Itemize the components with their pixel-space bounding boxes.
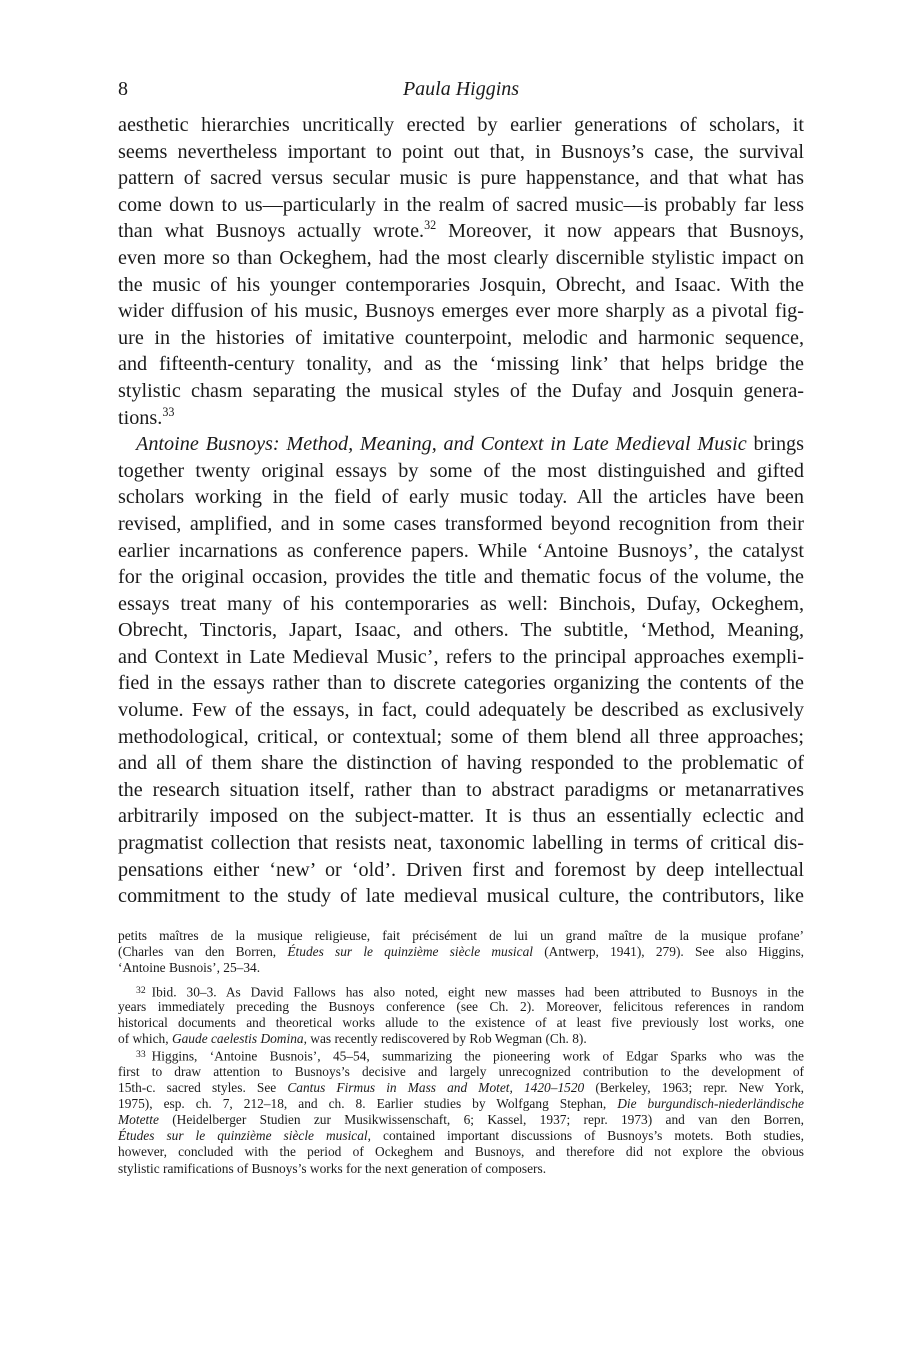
footnote-line: ‘Antoine Busnois’, 25–34. <box>118 960 261 976</box>
text-line: tions.$^{33}$ <box>118 404 175 429</box>
paragraph-volume-intro <box>118 431 804 910</box>
text-line: methodological, critical, or contextual; some of them blend all three approaches; <box>118 725 804 748</box>
footnote-ref-32[interactable]: 32 <box>424 218 437 233</box>
footnote-number: 33 <box>136 1049 146 1061</box>
main-text <box>118 112 804 910</box>
footnotes <box>118 928 804 1177</box>
text-line: Antoine Busnoys: Method, Meaning, and Context in Late Medieval Music brings <box>136 433 804 456</box>
text-line: ure in the histories of imitative counterpoint, melodic and harmonic sequence, <box>118 326 804 349</box>
cited-title: Cantus Firmus in Mass and Motet, 1420–1520 <box>287 1079 585 1095</box>
book-title: Antoine Busnoys: Method, Meaning, and Context in Late Medieval Music <box>136 433 747 456</box>
text-line: essays treat many of his contemporaries as well: Binchois, Dufay, Ockeghem, <box>118 592 804 615</box>
text-line: and all of them share the distinction of having responded to the problematic of <box>118 752 804 775</box>
text-line: arbitrarily imposed on the subject-matter. It is thus an essentially eclectic and <box>118 805 804 828</box>
text-line: come down to us—particularly in the realm of sacred music—is probably far less <box>118 193 804 216</box>
footnote-line: (Charles van den Borren, Études sur le quinzième siècle musical (Antwerp, 1941), 279). See also Higgins, <box>118 944 804 960</box>
footnote-line: of which, Gaude caelestis Domina, was recently rediscovered by Rob Wegman (Ch. 8). <box>118 1031 587 1047</box>
footnote-line: 1975), esp. ch. 7, 212–18, and ch. 8. Earlier studies by Wolfgang Stephan, Die burgundisch-niederländische <box>118 1095 804 1111</box>
cited-title: Études sur le quinzième siècle musical <box>287 944 534 960</box>
footnote-line: years immediately preceding the Busnoys conference (see Ch. 2). Moreover, felicitous references in random <box>118 998 804 1014</box>
footnote-line: first to draw attention to Busnoys’s decisive and largely unrecognized contribution to the development of <box>118 1063 804 1079</box>
text-line: wider diffusion of his music, Busnoys emerges ever more sharply as a pivotal fig- <box>118 300 804 323</box>
text-line: and Context in Late Medieval Music’, refers to the principal approaches exempli- <box>118 645 804 668</box>
footnote-33 <box>118 1047 804 1177</box>
footnote-32 <box>118 983 804 1048</box>
running-title-author: Paula Higgins <box>402 78 520 100</box>
text-line: together twenty original essays by some of the most distinguished and gifted <box>118 459 804 482</box>
text-line: than what Busnoys actually wrote.$^{32}$ Moreover, it now appears that Busnoys, <box>118 218 804 243</box>
running-head <box>118 78 804 104</box>
cited-title: Motette <box>118 1112 159 1128</box>
text-line: the music of his younger contemporaries Josquin, Obrecht, and Isaac. With the <box>118 273 804 296</box>
text-line: Obrecht, Tinctoris, Japart, Isaac, and others. The subtitle, ‘Method, Meaning, <box>118 619 804 642</box>
text-line: pragmatist collection that resists neat, taxonomic labelling in terms of critical dis- <box>118 832 804 855</box>
cited-title: Études sur le quinzième siècle musical <box>118 1128 368 1144</box>
text-line: revised, amplified, and in some cases transformed beyond recognition from their <box>118 512 804 535</box>
text-line: pattern of sacred versus secular music is pure happenstance, and that what has <box>118 167 804 190</box>
cited-title: Die burgundisch-niederländische <box>617 1095 804 1111</box>
footnote-line: Motette (Heidelberger Studien zur Musikwissenschaft, 6; Kassel, 1937; repr. 1973) and van den Borren, <box>118 1112 804 1128</box>
text-line: earlier incarnations as conference papers. While ‘Antoine Busnoys’, the catalyst <box>118 539 804 562</box>
text-line: aesthetic hierarchies uncritically erected by earlier generations of scholars, it <box>118 114 804 136</box>
text-line: seems nevertheless important to point out that, in Busnoys’s case, the survival <box>118 140 804 163</box>
text-line: stylistic chasm separating the musical styles of the Dufay and Josquin genera- <box>118 379 804 402</box>
footnote-line: 15th-c. sacred styles. See Cantus Firmus in Mass and Motet, 1420–1520 (Berkeley, 1963; repr. New York, <box>118 1079 804 1095</box>
text-line: volume. Few of the essays, in fact, could adequately be described as exclusively <box>118 699 804 722</box>
footnote-line: Études sur le quinzième siècle musical, contained important discussions of Busnoys’s motets. Both studies, <box>118 1128 804 1144</box>
footnote-continued <box>118 928 804 977</box>
footnote-line: $^{33}$ Higgins, ‘Antoine Busnois’, 45–54, summarizing the pioneering work of Edgar Sparks who was the <box>136 1048 804 1064</box>
text-line: pensations either ‘new’ or ‘old’. Driven first and foremost by deep intellectual <box>118 858 804 881</box>
footnote-line: historical documents and theoretical works allude to the existence of at least five previously lost works, one <box>118 1014 804 1030</box>
footnote-line: however, concluded with the period of Ockeghem and Busnoys, and therefore did not explore the obvious <box>118 1144 804 1160</box>
text-line: even more so than Ockeghem, had the most clearly discernible stylistic impact on <box>118 246 804 269</box>
text-line: commitment to the study of late medieval musical culture, the contributors, like <box>118 885 804 908</box>
text-line: fied in the essays rather than to discrete categories organizing the contents of the <box>118 672 804 695</box>
footnote-number: 32 <box>136 984 146 996</box>
text-line: the research situation itself, rather than to abstract paradigms or metanarratives <box>118 778 804 801</box>
footnote-line: petits maîtres de la musique religieuse, fait précisément de lui un grand maître de la musique profane’ <box>118 928 804 943</box>
cited-title: Gaude caelestis Domina <box>171 1031 304 1047</box>
paragraph-continued <box>118 112 804 431</box>
footnote-line: stylistic ramifications of Busnoys’s works for the next generation of composers. <box>118 1160 547 1176</box>
footnote-ref-33[interactable]: 33 <box>162 404 175 419</box>
text-line: scholars working in the field of early music today. All the articles have been <box>118 486 804 509</box>
text-line: for the original occasion, provides the title and thematic focus of the volume, the <box>118 566 804 589</box>
text-line: and fifteenth-century tonality, and as the ‘missing link’ that helps bridge the <box>118 353 804 376</box>
footnote-line: $^{32}$ Ibid. 30–3. As David Fallows has also noted, eight new masses had been attributed to Busnoys in the <box>136 983 804 999</box>
page-number: 8 <box>118 78 128 100</box>
